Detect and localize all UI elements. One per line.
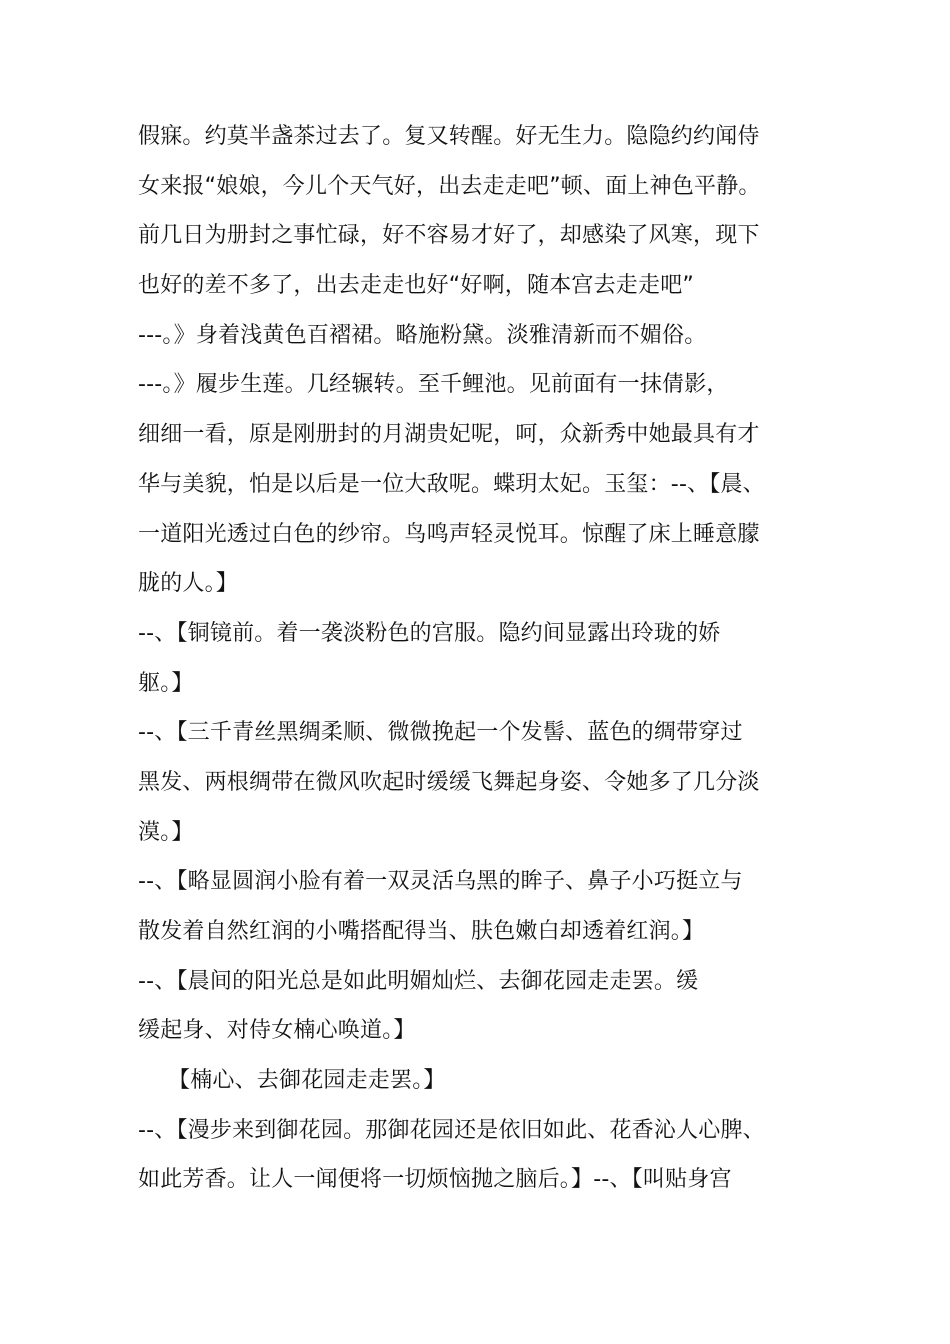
text-line-14: 黑发、两根绸带在微风吹起时缓缓飞舞起身姿、令她多了几分淡 [138, 769, 760, 795]
text-line-7: 细细一看，原是刚册封的月湖贵妃呢，呵，众新秀中她最具有才 [138, 422, 760, 448]
text-line-22: 如此芳香。让人一闻便将一切烦恼抛之脑后。】--、【叫贴身宫 [138, 1167, 732, 1193]
text-line-2: 女来报“娘娘，今儿个天气好，出去走走吧”顿、面上神色平静。 [138, 173, 761, 199]
text-line-18: --、【晨间的阳光总是如此明媚灿烂、去御花园走走罢。缓 [138, 968, 699, 994]
text-line-13: --、【三千青丝黑绸柔顺、微微挽起一个发髻、蓝色的绸带穿过 [138, 720, 743, 746]
text-line-10: 胧的人。】 [138, 571, 239, 597]
text-line-19: 缓起身、对侍女楠心唤道。】 [138, 1018, 416, 1044]
text-line-8: 华与美貌，怕是以后是一位大敌呢。蝶玥太妃。玉玺：--、【晨、 [138, 471, 765, 497]
text-line-20: 【楠心、去御花园走走罢。】 [168, 1068, 446, 1094]
text-line-4: 也好的差不多了，出去走走也好“好啊，随本宫去走走吧” [138, 273, 694, 299]
text-line-16: --、【略显圆润小脸有着一双灵活乌黑的眸子、鼻子小巧挺立与 [138, 869, 743, 895]
body-text [138, 112, 818, 1205]
text-line-11: --、【铜镜前。着一袭淡粉色的宫服。隐约间显露出玲珑的娇 [138, 620, 721, 646]
text-line-1: 假寐。约莫半盏茶过去了。复又转醒。好无生力。隐隐约约闻侍 [138, 124, 760, 149]
text-line-9: 一道阳光透过白色的纱帘。鸟鸣声轻灵悦耳。惊醒了床上睡意朦 [138, 521, 760, 547]
text-line-21: --、【漫步来到御花园。那御花园还是依旧如此、花香沁人心脾、 [138, 1117, 765, 1143]
text-line-5: ---。》身着浅黄色百褶裙。略施粉黛。淡雅清新而不媚俗。 [138, 322, 707, 348]
text-line-17: 散发着自然红润的小嘴搭配得当、肤色嫩白却透着红润。】 [138, 919, 705, 944]
text-line-6: ---。》履步生莲。几经辗转。至千鲤池。见前面有一抹倩影， [138, 372, 729, 398]
text-line-3: 前几日为册封之事忙碌，好不容易才好了，却感染了风寒，现下 [138, 223, 760, 249]
text-line-15: 漠。】 [138, 819, 194, 845]
text-line-12: 躯。】 [138, 670, 194, 696]
